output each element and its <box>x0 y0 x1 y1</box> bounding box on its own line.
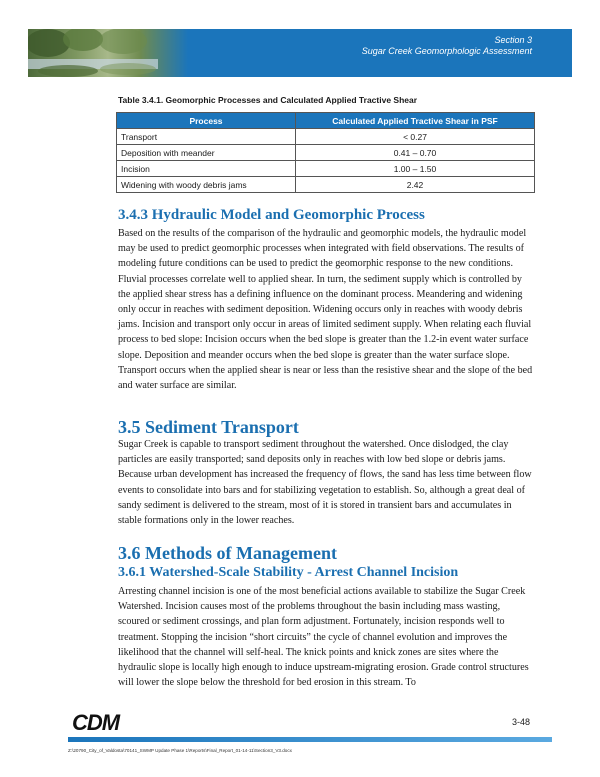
table-header-row <box>117 113 535 129</box>
table-cell-process: Incision <box>117 161 296 177</box>
table-cell-shear: 2.42 <box>296 177 535 193</box>
heading-3-6-1: 3.6.1 Watershed-Scale Stability - Arrest Channel Incision <box>118 565 459 580</box>
paragraph-hydraulic-model: Based on the results of the comparison of the hydraulic and geomorphic models, the hydraulic model may be used to predict geomorphic processes when integrated with field observations. The results of modeling future conditions can be used to predict the geomorphic response to the new conditions. Fluvial processes correlate well to applied shear. In turn, the sediment supply which is controlled by the applied shear stress has a defining influence on the dominant process. Meandering and widening only occur in reaches with sediment deposition. Widening occurs only in reaches with woody debris jams. Incision and transport only occur in areas of limited sediment supply. When relating each fluvial process to bed slope: Incision occurs when the bed slope is greater than the 1.2-in event water surface slope. Deposition and meander occurs when the bed slope is greater than the water surface slope. Transport occurs when the applied shear is near or less than the resistive shear and the slope of the bed and water surface are similar. <box>118 228 533 392</box>
header-creek-photo <box>28 29 188 77</box>
paragraph-sediment-transport: Sugar Creek is capable to transport sediment throughout the watershed. Once dislodged, the clay particles are easily transported; sand deposits only in reaches with low bed slope or debris jams. Because urban development has increased the frequency of flows, the sand has less time between flow events to consolidate into bars and for stabilizing vegetation to establish. So, although a great deal of sandy sediment is delivered to the stream, most of it is stored in transient bars and accumulates in stable formations only in the lower reaches. <box>118 439 532 527</box>
column-header-process: Process <box>117 113 296 129</box>
table-cell-shear: < 0.27 <box>296 129 535 145</box>
process-table <box>116 112 535 193</box>
table-cell-process: Transport <box>117 129 296 145</box>
table-cell-shear: 0.41 – 0.70 <box>296 145 535 161</box>
table-row <box>117 145 535 161</box>
header-band <box>28 29 572 77</box>
table-caption: Table 3.4.1. Geomorphic Processes and Calculated Applied Tractive Shear <box>118 95 418 105</box>
header-text <box>362 35 532 57</box>
table-row <box>117 177 535 193</box>
heading-3-6: 3.6 Methods of Management <box>118 543 337 563</box>
heading-3-4-3: 3.4.3 Hydraulic Model and Geomorphic Process <box>118 207 425 223</box>
table-row <box>117 129 535 145</box>
paragraph-arrest-incision: Arresting channel incision is one of the most beneficial actions available to stabilize the Sugar Creek Watershed. Incision causes most of the problems throughout the basin including mass wasting, scoured or sediment crossings, and plan form adjustment. Fortunately, incision responds well to treatment. Stopping the incision “short circuits” the cycle of channel evolution and improves the likelihood that the channel will self-heal. The knick points and knick zones are sites where the hydraulic slope is locally high enough to induce upstream-migrating erosion. Grade control structures will lower the slope below the threshold for bed erosion in this stream. To <box>118 586 529 689</box>
cdm-logo: CDM <box>72 710 120 735</box>
header-section: Section 3 <box>494 35 532 45</box>
table-row <box>117 161 535 177</box>
table-cell-process: Widening with woody debris jams <box>117 177 296 193</box>
table-cell-process: Deposition with meander <box>117 145 296 161</box>
header-subtitle: Sugar Creek Geomorphologic Assessment <box>361 46 532 56</box>
footer-file-path: Z:\20790_City_of_Valdosta\70141_SWMP Update Phase 1\Reports\Final_Report_01-14-11\Section3_V3.docx <box>68 748 292 753</box>
footer-bar <box>68 737 552 742</box>
table-cell-shear: 1.00 – 1.50 <box>296 161 535 177</box>
page-number: 3-48 <box>511 717 530 727</box>
heading-3-5: 3.5 Sediment Transport <box>118 417 299 437</box>
column-header-shear: Calculated Applied Tractive Shear in PSF <box>296 113 535 129</box>
